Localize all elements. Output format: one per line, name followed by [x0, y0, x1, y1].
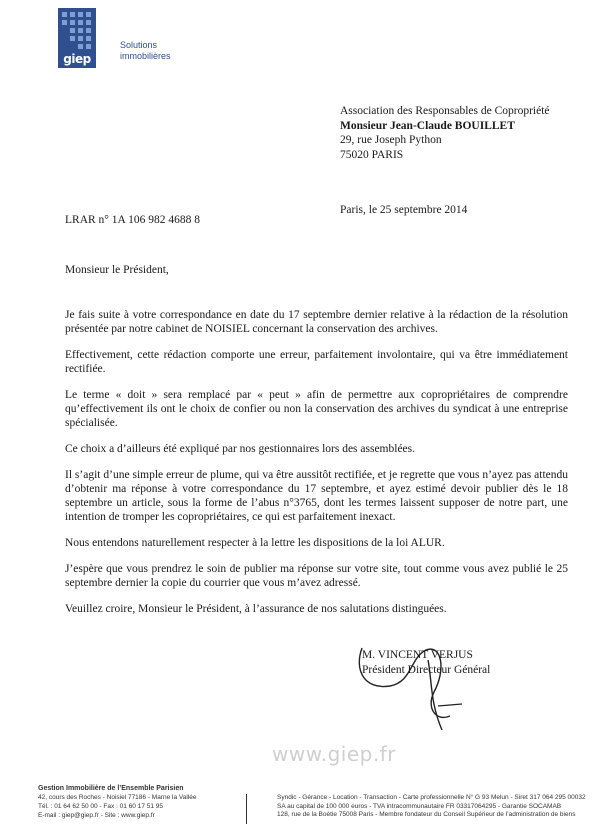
recipient-organization: Association des Responsables de Copropriété	[340, 105, 550, 117]
recipient-street: 29, rue Joseph Python	[340, 134, 442, 146]
paragraph: Nous entendons naturellement respecter à la lettre les dispositions de la loi ALUR.	[65, 537, 445, 549]
company-tagline	[120, 40, 171, 62]
signatory-title: Président Directeur Général	[362, 663, 491, 676]
footer-legal-line: SA au capital de 100 000 euros - TVA intracommunautaire FR 03317064295 - Garantie SOCAMAB	[277, 802, 562, 810]
paragraph: Ce choix a d’ailleurs été expliqué par nos gestionnaires lors des assemblées.	[65, 443, 416, 455]
footer-phone: Tél. : 01 64 62 50 00 - Fax : 01 60 17 51 95	[38, 803, 164, 810]
paragraph: Je fais suite à votre correspondance en date du 17 septembre dernier relative à la rédaction de la résolution présentée par notre cabinet de NOISIEL concernant la conservation des archives.	[65, 309, 568, 335]
footer-email: E-mail : giep@giep.fr - Site : www.giep.fr	[38, 812, 155, 819]
signatory-name: M. VINCENT VERJUS	[362, 649, 473, 661]
recipient-address	[340, 104, 550, 162]
paragraph: Il s’agit d’une simple erreur de plume, qui va être aussitôt rectifiée, et je regrette que vous n’ayez pas attendu d’obtenir ma réponse à votre correspondance du 17 septembre, et ayez estimé devoir publier dès le 18 septembre un article, sous la forme de l’abus n°3765, dont les termes laissent supposer de notre part, une intention de tromper les copropriétaires, ce qui est parfaitement inexact.	[65, 469, 568, 523]
footer-company-info	[38, 784, 197, 820]
letter-date: Paris, le 25 septembre 2014	[340, 204, 468, 216]
logo-grid-pattern	[62, 12, 92, 52]
paragraph: Veuillez croire, Monsieur le Président, à l’assurance de nos salutations distinguées.	[65, 603, 447, 615]
recipient-name: Monsieur Jean-Claude BOUILLET	[340, 119, 515, 132]
signature-block	[362, 648, 490, 677]
footer-legal-line: 128, rue de la Boétie 75008 Paris - Membre fondateur du Conseil Supérieur de l’administration de biens	[277, 811, 576, 818]
company-logo	[58, 8, 96, 68]
registered-mail-reference: LRAR n° 1A 106 982 4688 8	[65, 214, 200, 226]
footer-legal-line: Syndic - Gérance - Location - Transaction - Carte professionnelle N° G 93 Melun - Siret 317 064 295 00032	[277, 794, 586, 801]
website-watermark: www.giep.fr	[272, 742, 396, 766]
paragraph: Le terme « doit » sera remplacé par « peut » afin de permettre aux copropriétaires de comprendre qu’effectivement ils ont le choix de confier ou non la conservation des archives du syndicat à une entreprise spécialisée.	[65, 389, 568, 429]
footer-company-name: Gestion Immobilière de l’Ensemble Parisien	[38, 785, 184, 792]
letter-body	[65, 308, 568, 628]
paragraph: J’espère que vous prendrez le soin de publier ma réponse sur votre site, tout comme vous avez publié le 25 septembre dernier la copie du courrier que vous m’avez adressé.	[65, 563, 568, 589]
footer-legal-info	[277, 794, 586, 820]
tagline-line-2: immobilières	[120, 51, 171, 61]
footer-divider	[246, 794, 247, 824]
recipient-city: 75020 PARIS	[340, 148, 404, 161]
logo-wordmark: giep	[63, 52, 91, 66]
paragraph: Effectivement, cette rédaction comporte une erreur, parfaitement involontaire, qui va être immédiatement rectifiée.	[65, 349, 568, 375]
footer-address: 42, cours des Roches - Noisiel 77186 - Marne la Vallée	[38, 794, 197, 801]
salutation: Monsieur le Président,	[65, 264, 169, 276]
tagline-line-1: Solutions	[120, 40, 158, 50]
